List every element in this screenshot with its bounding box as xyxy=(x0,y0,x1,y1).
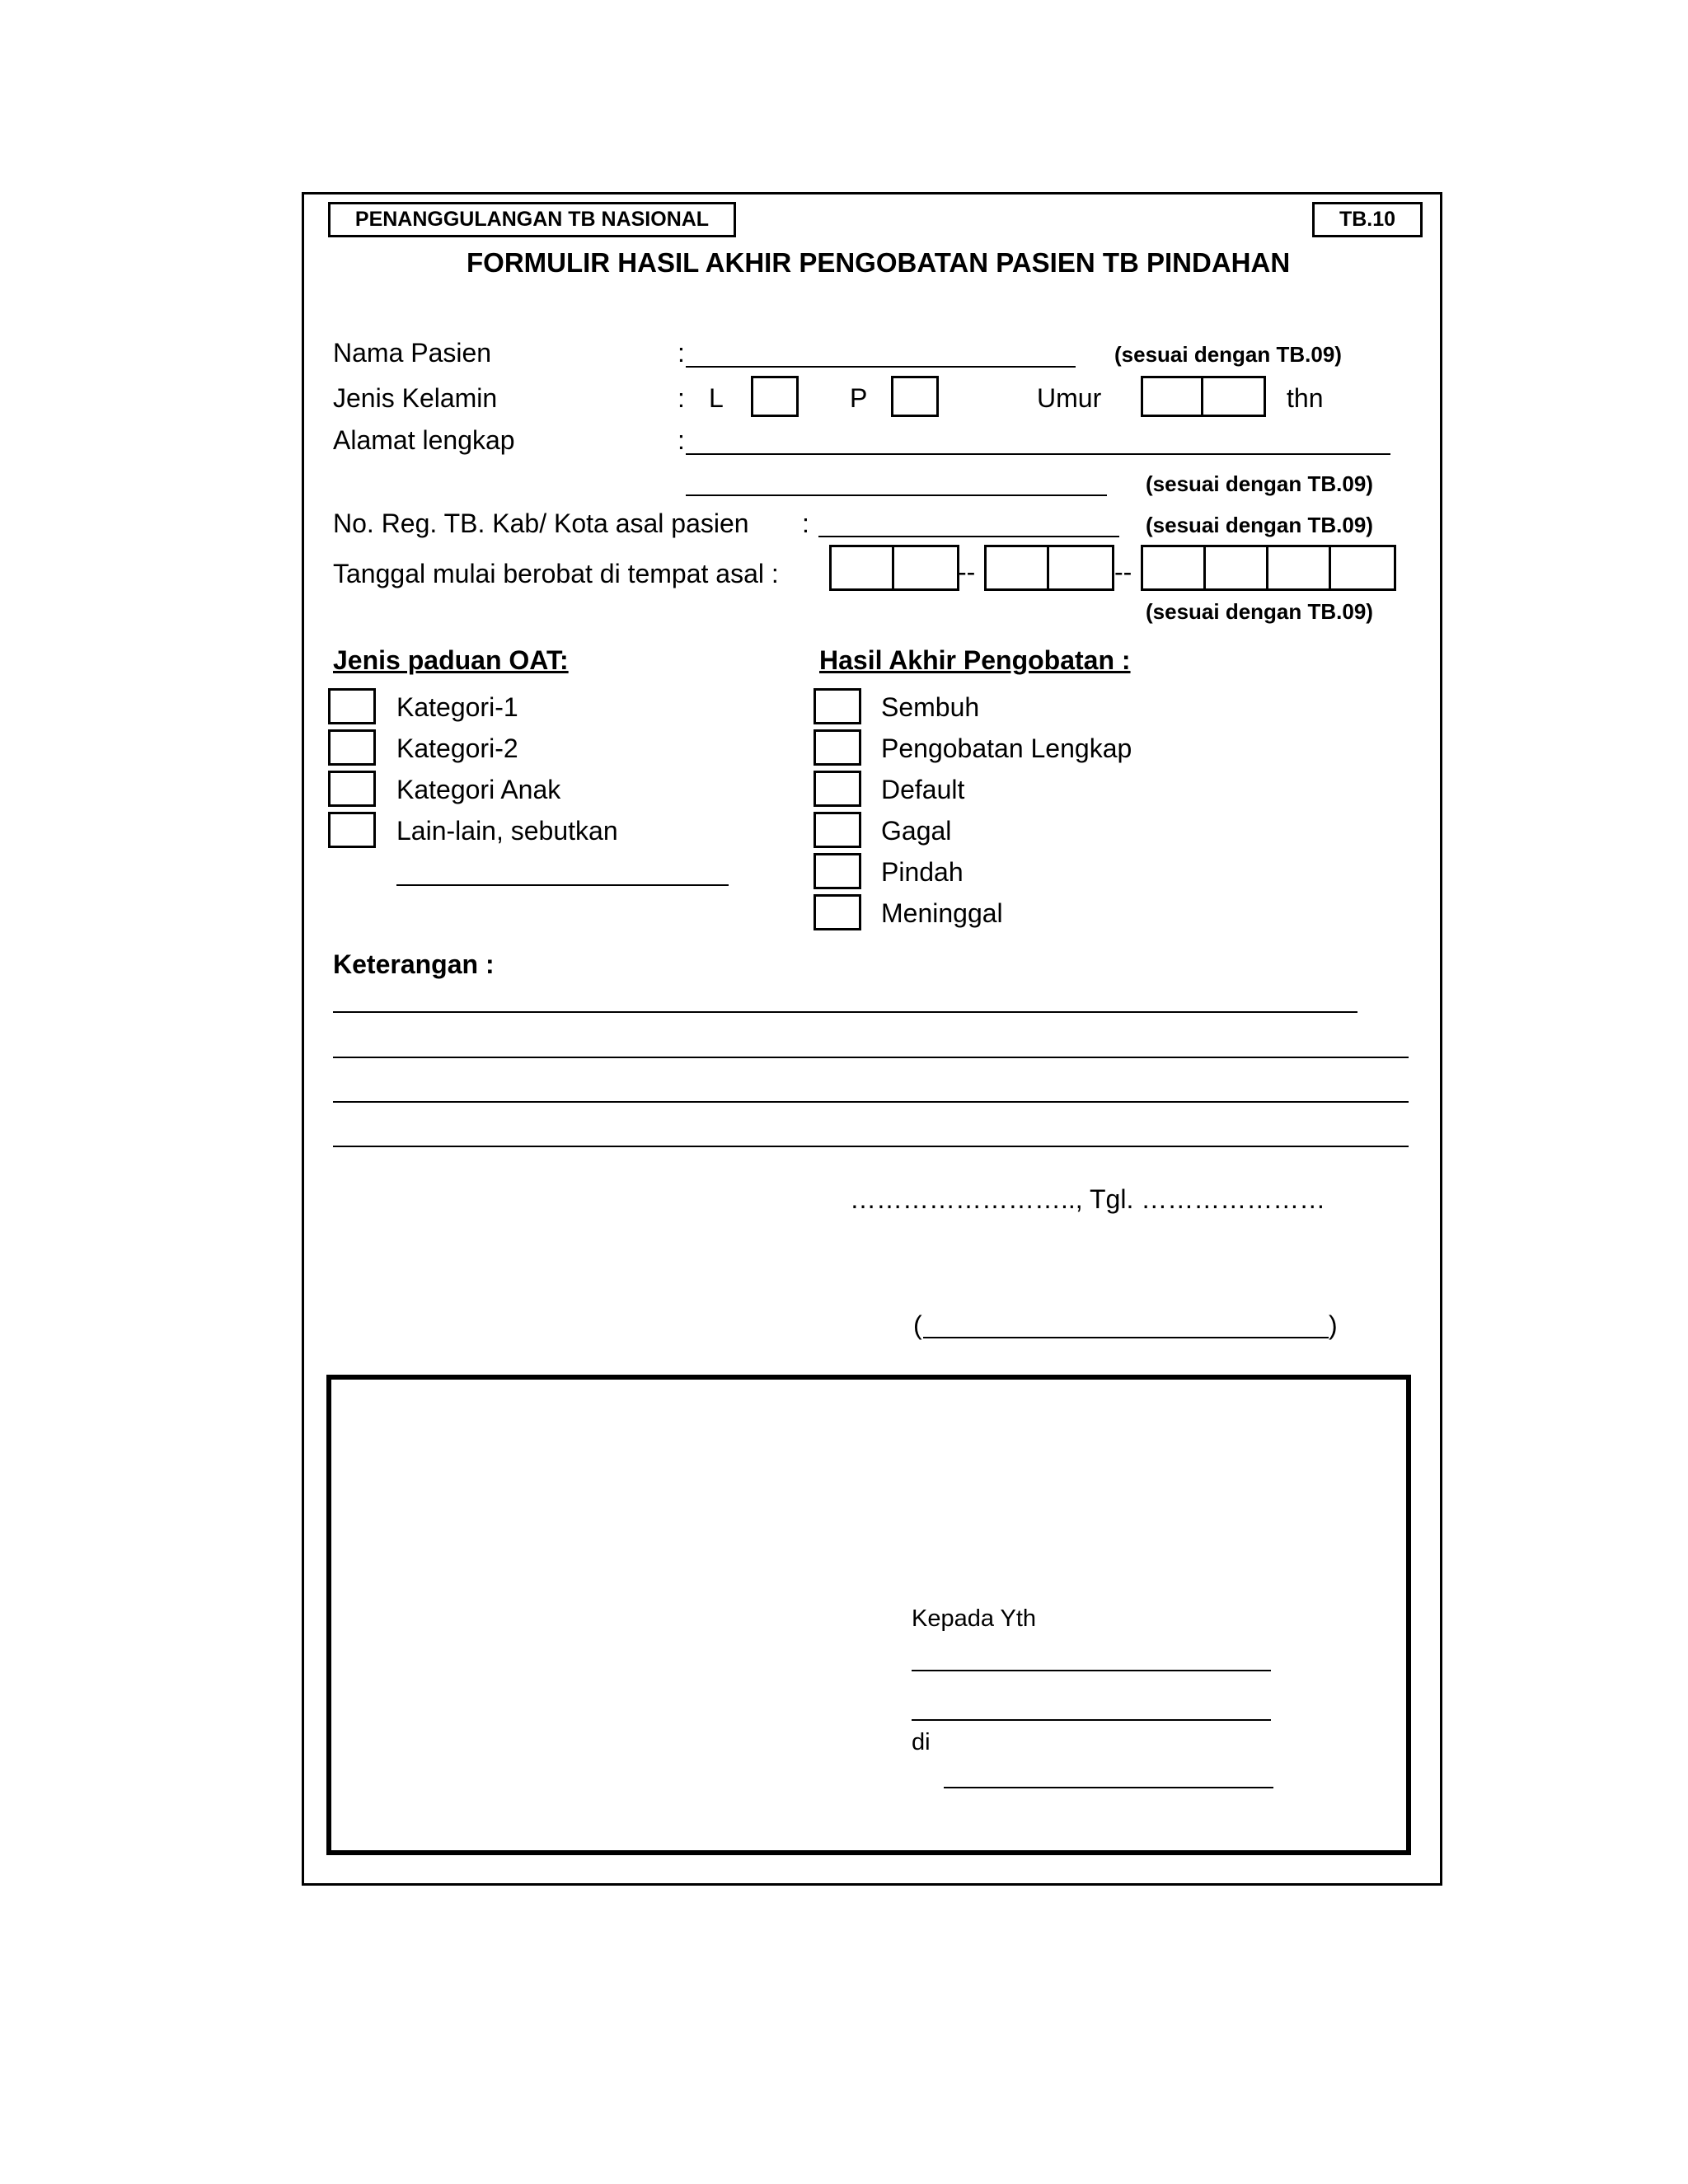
start-date-note: (sesuai dengan TB.09) xyxy=(1146,599,1373,624)
envelope-to-label: Kepada Yth xyxy=(912,1605,1037,1632)
reg-note: (sesuai dengan TB.09) xyxy=(1146,513,1373,537)
address-note: (sesuai dengan TB.09) xyxy=(1146,471,1373,496)
date-digit-cell[interactable] xyxy=(832,547,894,588)
start-date-year-input[interactable] xyxy=(1141,545,1396,591)
age-label: Umur xyxy=(1037,383,1102,413)
date-digit-cell[interactable] xyxy=(1143,547,1206,588)
age-input[interactable] xyxy=(1141,376,1266,417)
envelope-recipient-line-2[interactable] xyxy=(912,1719,1271,1721)
date-separator: -- xyxy=(958,557,976,587)
sex-male-label: L xyxy=(709,383,724,413)
date-digit-cell[interactable] xyxy=(987,547,1049,588)
oat-checkbox-kategori-1[interactable] xyxy=(328,688,376,724)
oat-checkbox-lain-lain[interactable] xyxy=(328,812,376,848)
form-title: FORMULIR HASIL AKHIR PENGOBATAN PASIEN TB PINDAHAN xyxy=(467,247,1291,278)
name-label: Nama Pasien xyxy=(333,338,492,368)
oat-option-label: Kategori Anak xyxy=(396,775,561,804)
sex-male-checkbox[interactable] xyxy=(751,376,799,417)
oat-checkbox-kategori-2[interactable] xyxy=(328,729,376,766)
name-colon: : xyxy=(678,338,685,368)
outcome-option-label: Default xyxy=(881,775,965,804)
form-code-label: TB.10 xyxy=(1312,202,1423,237)
oat-other-input-line[interactable] xyxy=(396,884,729,886)
reg-label: No. Reg. TB. Kab/ Kota asal pasien xyxy=(333,509,749,538)
date-digit-cell[interactable] xyxy=(1331,547,1394,588)
outcome-checkbox-pindah[interactable] xyxy=(814,853,861,889)
age-digit-cell[interactable] xyxy=(1203,378,1264,415)
reg-colon: : xyxy=(802,509,809,538)
remarks-line-3[interactable] xyxy=(333,1101,1409,1103)
outcome-option-label: Meninggal xyxy=(881,898,1003,928)
envelope-address-box xyxy=(326,1375,1411,1855)
start-date-month-input[interactable] xyxy=(984,545,1114,591)
envelope-di-label: di xyxy=(912,1729,931,1755)
outcome-checkbox-gagal[interactable] xyxy=(814,812,861,848)
remarks-line-2[interactable] xyxy=(333,1057,1409,1058)
signature-name-line[interactable] xyxy=(923,1337,1329,1338)
remarks-line-1[interactable] xyxy=(333,1011,1357,1013)
outcome-checkbox-sembuh[interactable] xyxy=(814,688,861,724)
sex-label: Jenis Kelamin xyxy=(333,383,498,413)
outcome-checkbox-meninggal[interactable] xyxy=(814,894,861,930)
age-unit: thn xyxy=(1287,383,1324,413)
oat-option-label: Kategori-1 xyxy=(396,692,518,722)
outcome-checkbox-default[interactable] xyxy=(814,771,861,807)
sex-colon: : xyxy=(678,383,685,413)
envelope-recipient-line-1[interactable] xyxy=(912,1670,1271,1671)
date-digit-cell[interactable] xyxy=(1268,547,1331,588)
outcome-option-label: Pengobatan Lengkap xyxy=(881,733,1132,763)
date-digit-cell[interactable] xyxy=(1206,547,1268,588)
oat-checkbox-kategori-anak[interactable] xyxy=(328,771,376,807)
outcome-checkbox-pengobatan-lengkap[interactable] xyxy=(814,729,861,766)
reg-input-line[interactable] xyxy=(818,536,1119,537)
envelope-location-line[interactable] xyxy=(944,1787,1273,1788)
start-date-day-input[interactable] xyxy=(829,545,959,591)
address-label: Alamat lengkap xyxy=(333,425,515,455)
age-digit-cell[interactable] xyxy=(1143,378,1203,415)
oat-option-label: Lain-lain, sebutkan xyxy=(396,816,618,846)
place-date-line: …………………….., Tgl. ………………… xyxy=(850,1184,1326,1214)
oat-heading: Jenis paduan OAT: xyxy=(333,645,569,675)
remarks-line-4[interactable] xyxy=(333,1146,1409,1147)
address-colon: : xyxy=(678,425,685,455)
sex-female-label: P xyxy=(850,383,868,413)
outcome-option-label: Gagal xyxy=(881,816,952,846)
date-separator: -- xyxy=(1114,557,1132,587)
sex-female-checkbox[interactable] xyxy=(891,376,939,417)
outcome-heading: Hasil Akhir Pengobatan : xyxy=(819,645,1131,675)
outcome-option-label: Sembuh xyxy=(881,692,980,722)
outcome-option-label: Pindah xyxy=(881,857,964,887)
start-date-label: Tanggal mulai berobat di tempat asal : xyxy=(333,559,779,588)
program-label: PENANGGULANGAN TB NASIONAL xyxy=(328,202,736,237)
name-note: (sesuai dengan TB.09) xyxy=(1114,342,1342,367)
signature-open-paren: ( xyxy=(913,1310,922,1340)
signature-close-paren: ) xyxy=(1329,1310,1338,1340)
address-input-line-1[interactable] xyxy=(686,453,1390,455)
oat-option-label: Kategori-2 xyxy=(396,733,518,763)
address-input-line-2[interactable] xyxy=(686,494,1107,496)
date-digit-cell[interactable] xyxy=(894,547,957,588)
remarks-label: Keterangan : xyxy=(333,949,495,979)
date-digit-cell[interactable] xyxy=(1049,547,1112,588)
name-input-line[interactable] xyxy=(686,366,1076,368)
